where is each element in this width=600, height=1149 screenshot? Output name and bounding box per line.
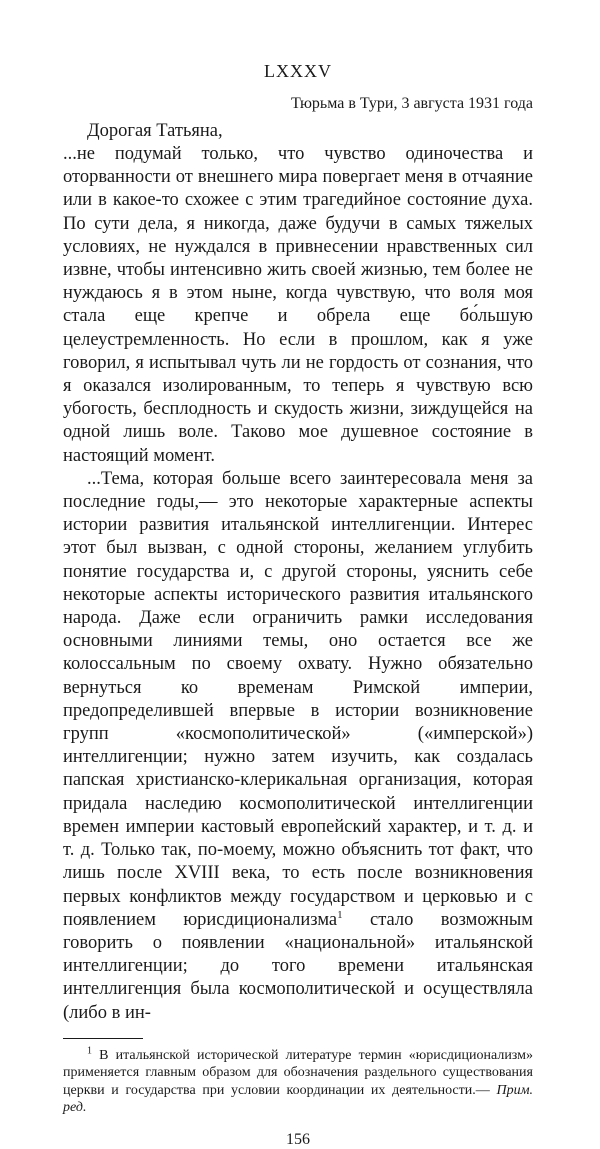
- salutation: Дорогая Татьяна,: [87, 121, 223, 141]
- paragraph-2-text-a: ...Тема, которая больше всего заинтересовала меня за последние годы,— это некоторые характерные аспекты истории развития итальянской интеллигенции. Интерес этот был вызван, с одной стороны, желанием углубить понятие государства и, с другой стороны, уяснить себе некоторые аспекты исторического развития итальянского народа. Даже если ограничить рамки исследования основными линиями темы, оно остается все же колоссальным по своему охвату. Нужно обязательно вернуться ко временам Римской империи, предопределившей впервые в истории возникновение групп «космополитической» («имперской») интеллигенции; нужно затем изучить, как создалась папская христианско-клерикальная организация, которая придала наследию космополитической интеллигенции времен империи кастовый европейский характер, и т. д. и т. д. Только так, по-моему, можно объяснить тот факт, что лишь после XVIII века, то есть после возникновения первых конфликтов между государством и церковью и с появлением юрисдиционализма: [63, 468, 533, 930]
- book-page: [63, 60, 533, 1149]
- footnote-text: В итальянской исторической литературе термин «юрисдиционализм» применяется главным образом для обозначения раздельного существования церкви и государства при условии координации их деятельности.—: [63, 1047, 533, 1098]
- footnote: [63, 1047, 533, 1117]
- footnote-number: 1: [87, 1045, 92, 1057]
- dateline: Тюрьма в Тури, 3 августа 1931 года: [291, 95, 533, 112]
- editor-note-tag: Прим. ред.: [63, 1082, 533, 1116]
- letter-number: LXXXV: [264, 61, 332, 81]
- paragraph-2-text-b: стало возможным говорить о появлении «национальной» итальянской интеллигенции; до того времени итальянская интеллигенция была космополитической и осуществляла (либо в ин-: [63, 909, 533, 1023]
- paragraph-1: ...не подумай только, что чувство одиночества и оторванности от внешнего мира повергает меня в отчаяние или в какое-то схожее с этим трагедийное состояние духа. По сути дела, я никогда, даже будучи в самых тяжелых условиях, не нуждался в привнесении нравственных сил извне, чтобы интенсивно жить своей жизнью, тем более не нуждаюсь я в этом ныне, когда чувствую, что воля моя стала еще крепче и обрела еще бо́льшую целеустремленность. Но если в прошлом, как я уже говорил, я испытывал чуть ли не гордость от сознания, что я оказался изолированным, то теперь я чувствую всю убогость, бесплодность и скудость жизни, зиждущейся на одной лишь воле. Таково мое душевное состояние в настоящий момент.: [63, 144, 533, 466]
- footnote-divider: [63, 1038, 143, 1039]
- paragraph-2: [63, 468, 533, 1025]
- page-number: 156: [286, 1130, 310, 1148]
- footnote-reference: 1: [337, 908, 343, 921]
